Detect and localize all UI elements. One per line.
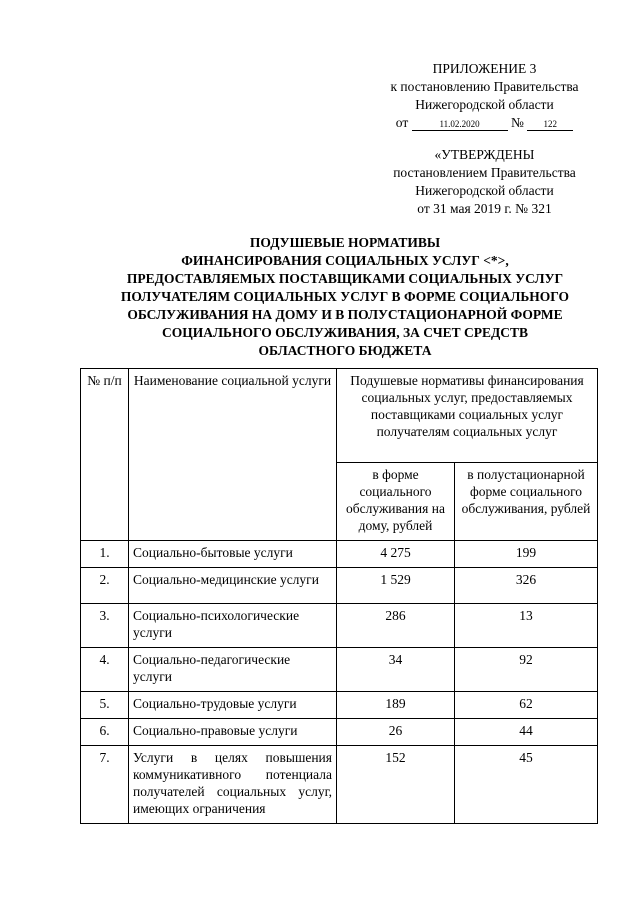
table-row bbox=[81, 541, 598, 568]
approved-line-date: от 31 мая 2019 г. № 321 bbox=[417, 201, 552, 216]
norms-table bbox=[80, 368, 598, 824]
table-row bbox=[81, 746, 598, 824]
row-semi-value: 326 bbox=[455, 568, 598, 604]
row-semi-value: 13 bbox=[455, 604, 598, 648]
row-num: 6. bbox=[81, 719, 129, 746]
row-home-value: 34 bbox=[337, 648, 455, 692]
title-line-6: СОЦИАЛЬНОГО ОБСЛУЖИВАНИЯ, ЗА СЧЕТ СРЕДСТВ bbox=[161, 325, 529, 340]
from-label: от bbox=[395, 115, 409, 130]
title-line-5: ОБСЛУЖИВАНИЯ НА ДОМУ И В ПОЛУСТАЦИОНАРНОЙ ФОРМЕ bbox=[127, 307, 563, 322]
title-line-1: ПОДУШЕВЫЕ НОРМАТИВЫ bbox=[249, 235, 441, 250]
header-name: Наименование социальной услуги bbox=[129, 369, 337, 541]
row-num: 2. bbox=[81, 568, 129, 604]
table-row bbox=[81, 568, 598, 604]
row-name: Социально-правовые услуги bbox=[129, 719, 337, 746]
row-semi-value: 45 bbox=[455, 746, 598, 824]
row-home-value: 26 bbox=[337, 719, 455, 746]
table-row bbox=[81, 692, 598, 719]
document-title bbox=[80, 234, 610, 360]
row-home-value: 152 bbox=[337, 746, 455, 824]
appendix-line-region: Нижегородской области bbox=[415, 97, 554, 112]
approved-line-region: Нижегородской области bbox=[415, 183, 554, 198]
row-semi-value: 92 bbox=[455, 648, 598, 692]
appendix-block bbox=[372, 60, 597, 132]
row-home-value: 189 bbox=[337, 692, 455, 719]
row-num: 5. bbox=[81, 692, 129, 719]
appendix-date-line bbox=[372, 114, 597, 132]
row-semi-value: 62 bbox=[455, 692, 598, 719]
decree-date: 11.02.2020 bbox=[412, 118, 508, 131]
table-header-row bbox=[81, 369, 598, 463]
row-name: Социально-педагогические услуги bbox=[129, 648, 337, 692]
approved-block bbox=[372, 146, 597, 218]
title-line-2: ФИНАНСИРОВАНИЯ СОЦИАЛЬНЫХ УСЛУГ <*>, bbox=[181, 253, 509, 268]
table-row bbox=[81, 648, 598, 692]
approved-title: «УТВЕРЖДЕНЫ bbox=[434, 147, 535, 162]
row-num: 4. bbox=[81, 648, 129, 692]
table-row bbox=[81, 604, 598, 648]
header-home: в форме социального обслуживания на дому, рублей bbox=[337, 463, 455, 541]
approved-line-decree: постановлением Правительства bbox=[393, 165, 576, 180]
row-num: 7. bbox=[81, 746, 129, 824]
row-home-value: 1 529 bbox=[337, 568, 455, 604]
table-row bbox=[81, 719, 598, 746]
row-name: Социально-медицинские услуги bbox=[129, 568, 337, 604]
row-semi-value: 44 bbox=[455, 719, 598, 746]
header-num: № п/п bbox=[81, 369, 129, 541]
title-line-3: ПРЕДОСТАВЛЯЕМЫХ ПОСТАВЩИКАМИ СОЦИАЛЬНЫХ УСЛУГ bbox=[126, 271, 564, 286]
header-semi: в полустационарной форме социального обслуживания, рублей bbox=[455, 463, 598, 541]
row-name: Социально-бытовые услуги bbox=[129, 541, 337, 568]
appendix-line-decree: к постановлению Правительства bbox=[390, 79, 579, 94]
title-line-7: ОБЛАСТНОГО БЮДЖЕТА bbox=[258, 343, 432, 358]
decree-number: 122 bbox=[527, 118, 573, 131]
row-num: 1. bbox=[81, 541, 129, 568]
row-name: Услуги в целях повышения коммуникативного потенциала получателей социальных услуг, имеющих ограничения bbox=[129, 746, 337, 824]
row-num: 3. bbox=[81, 604, 129, 648]
appendix-title: ПРИЛОЖЕНИЕ 3 bbox=[432, 61, 537, 76]
row-home-value: 286 bbox=[337, 604, 455, 648]
row-semi-value: 199 bbox=[455, 541, 598, 568]
row-home-value: 4 275 bbox=[337, 541, 455, 568]
title-line-4: ПОЛУЧАТЕЛЯМ СОЦИАЛЬНЫХ УСЛУГ В ФОРМЕ СОЦИАЛЬНОГО bbox=[120, 289, 570, 304]
row-name: Социально-трудовые услуги bbox=[129, 692, 337, 719]
row-name: Социально-психологические услуги bbox=[129, 604, 337, 648]
number-sign: № bbox=[510, 115, 524, 130]
header-group: Подушевые нормативы финансирования социальных услуг, предоставляемых поставщиками социальных услуг получателям социальных услуг bbox=[337, 369, 598, 463]
